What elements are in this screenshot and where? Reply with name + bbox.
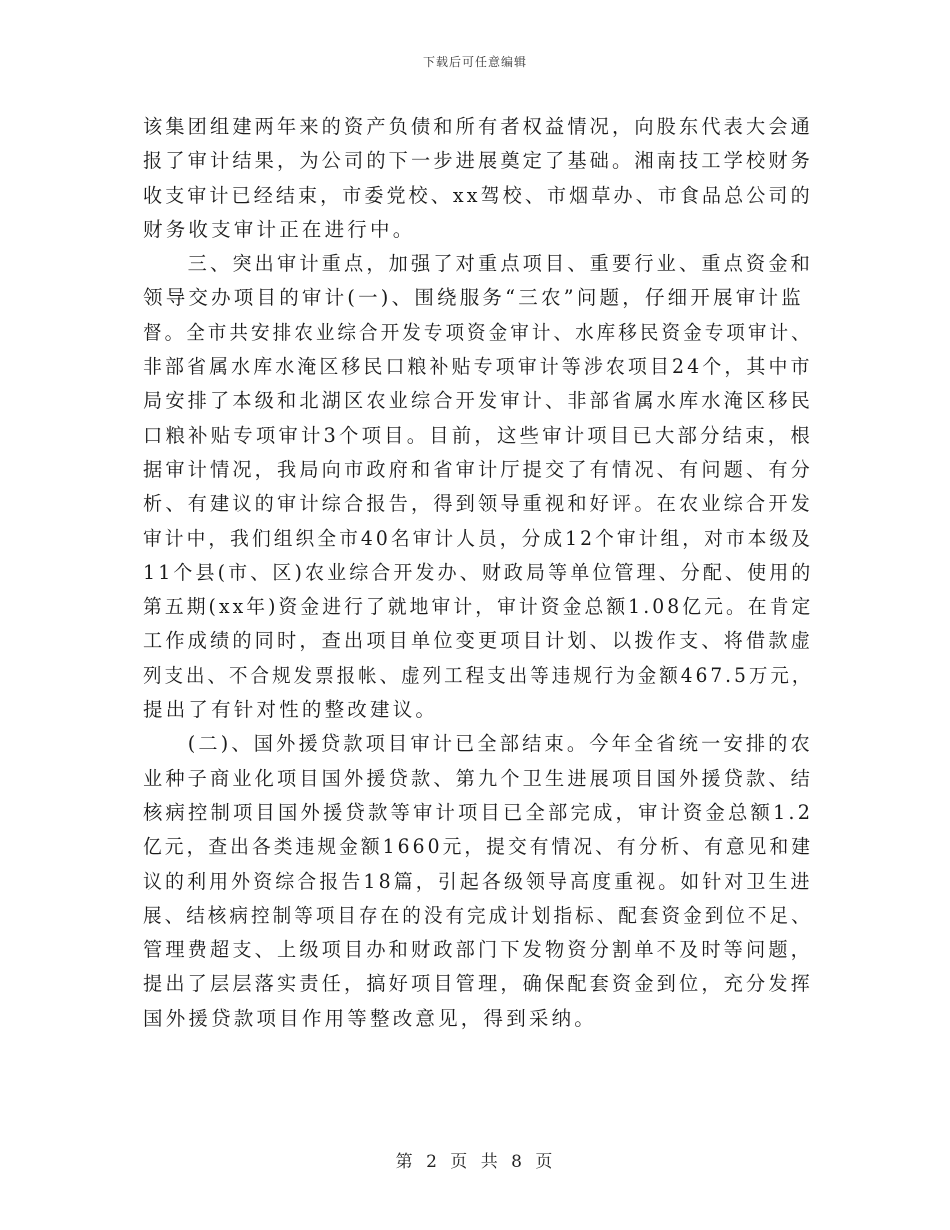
text-line: 核病控制项目国外援贷款等审计项目已全部完成，审计资金总额1.2 xyxy=(143,800,814,824)
text-line: 展、结核病控制等项目存在的没有完成计划指标、配套资金到位不足、 xyxy=(143,903,813,927)
text-line: (二)、国外援贷款项目审计已全部结束。今年全省统一安排的农 xyxy=(143,732,813,756)
page-number-footer: 第 2 页 共 8 页 xyxy=(395,1152,555,1172)
text-line: 财务收支审计正在进行中。 xyxy=(143,217,416,241)
text-line: 11个县(市、区)农业综合开发办、财政局等单位管理、分配、使用的 xyxy=(143,560,814,584)
paragraph-2 xyxy=(143,247,813,727)
text-line: 口粮补贴专项审计3个项目。目前，这些审计项目已大部分结束，根 xyxy=(143,423,813,447)
text-line: 领导交办项目的审计(一)、围绕服务“三农”问题，仔细开展审计监 xyxy=(143,286,804,310)
text-line: 局安排了本级和北湖区农业综合开发审计、非部省属水库水淹区移民 xyxy=(143,389,814,413)
header-note: 下载后可任意编辑 xyxy=(422,55,527,69)
text-line: 析、有建议的审计综合报告，得到领导重视和好评。在农业综合开发 xyxy=(143,492,814,516)
text-line: 该集团组建两年来的资产负债和所有者权益情况，向股东代表大会通 xyxy=(143,115,814,138)
text-line: 据审计情况，我局向市政府和省审计厅提交了有情况、有问题、有分 xyxy=(143,457,814,481)
text-line: 议的利用外资综合报告18篇，引起各级领导高度重视。如针对卫生进 xyxy=(143,869,813,893)
paragraph-1 xyxy=(143,110,813,247)
text-line: 工作成绩的同时，查出项目单位变更项目计划、以拨作支、将借款虚 xyxy=(143,629,814,653)
text-line: 收支审计已经结束，市委党校、xx驾校、市烟草办、市食品总公司的 xyxy=(143,183,813,207)
text-line: 业种子商业化项目国外援贷款、第九个卫生进展项目国外援贷款、结 xyxy=(143,766,814,790)
text-line: 报了审计结果，为公司的下一步进展奠定了基础。湘南技工学校财务 xyxy=(143,149,814,173)
paragraph-3 xyxy=(143,727,813,1036)
text-line: 第五期(xx年)资金进行了就地审计，审计资金总额1.08亿元。在肯定 xyxy=(143,595,814,619)
text-line: 列支出、不合规发票报帐、虚列工程支出等违规行为金额467.5万元， xyxy=(143,663,814,687)
text-line: 非部省属水库水淹区移民口粮补贴专项审计等涉农项目24个，其中市 xyxy=(143,355,813,379)
text-line: 亿元，查出各类违规金额1660元，提交有情况、有分析、有意见和建 xyxy=(143,835,814,859)
text-line: 管理费超支、上级项目办和财政部门下发物资分割单不及时等问题， xyxy=(143,938,814,962)
text-line: 审计中，我们组织全市40名审计人员，分成12个审计组，对市本级及 xyxy=(143,526,814,550)
text-line: 国外援贷款项目作用等整改意见，得到采纳。 xyxy=(143,1006,598,1030)
text-line: 三、突出审计重点，加强了对重点项目、重要行业、重点资金和 xyxy=(143,252,814,276)
text-line: 督。全市共安排农业综合开发专项资金审计、水库移民资金专项审计、 xyxy=(143,320,813,344)
text-line: 提出了层层落实责任，搞好项目管理，确保配套资金到位，充分发挥 xyxy=(143,972,814,996)
text-line: 提出了有针对性的整改建议。 xyxy=(143,698,439,722)
document-body xyxy=(143,110,813,1036)
